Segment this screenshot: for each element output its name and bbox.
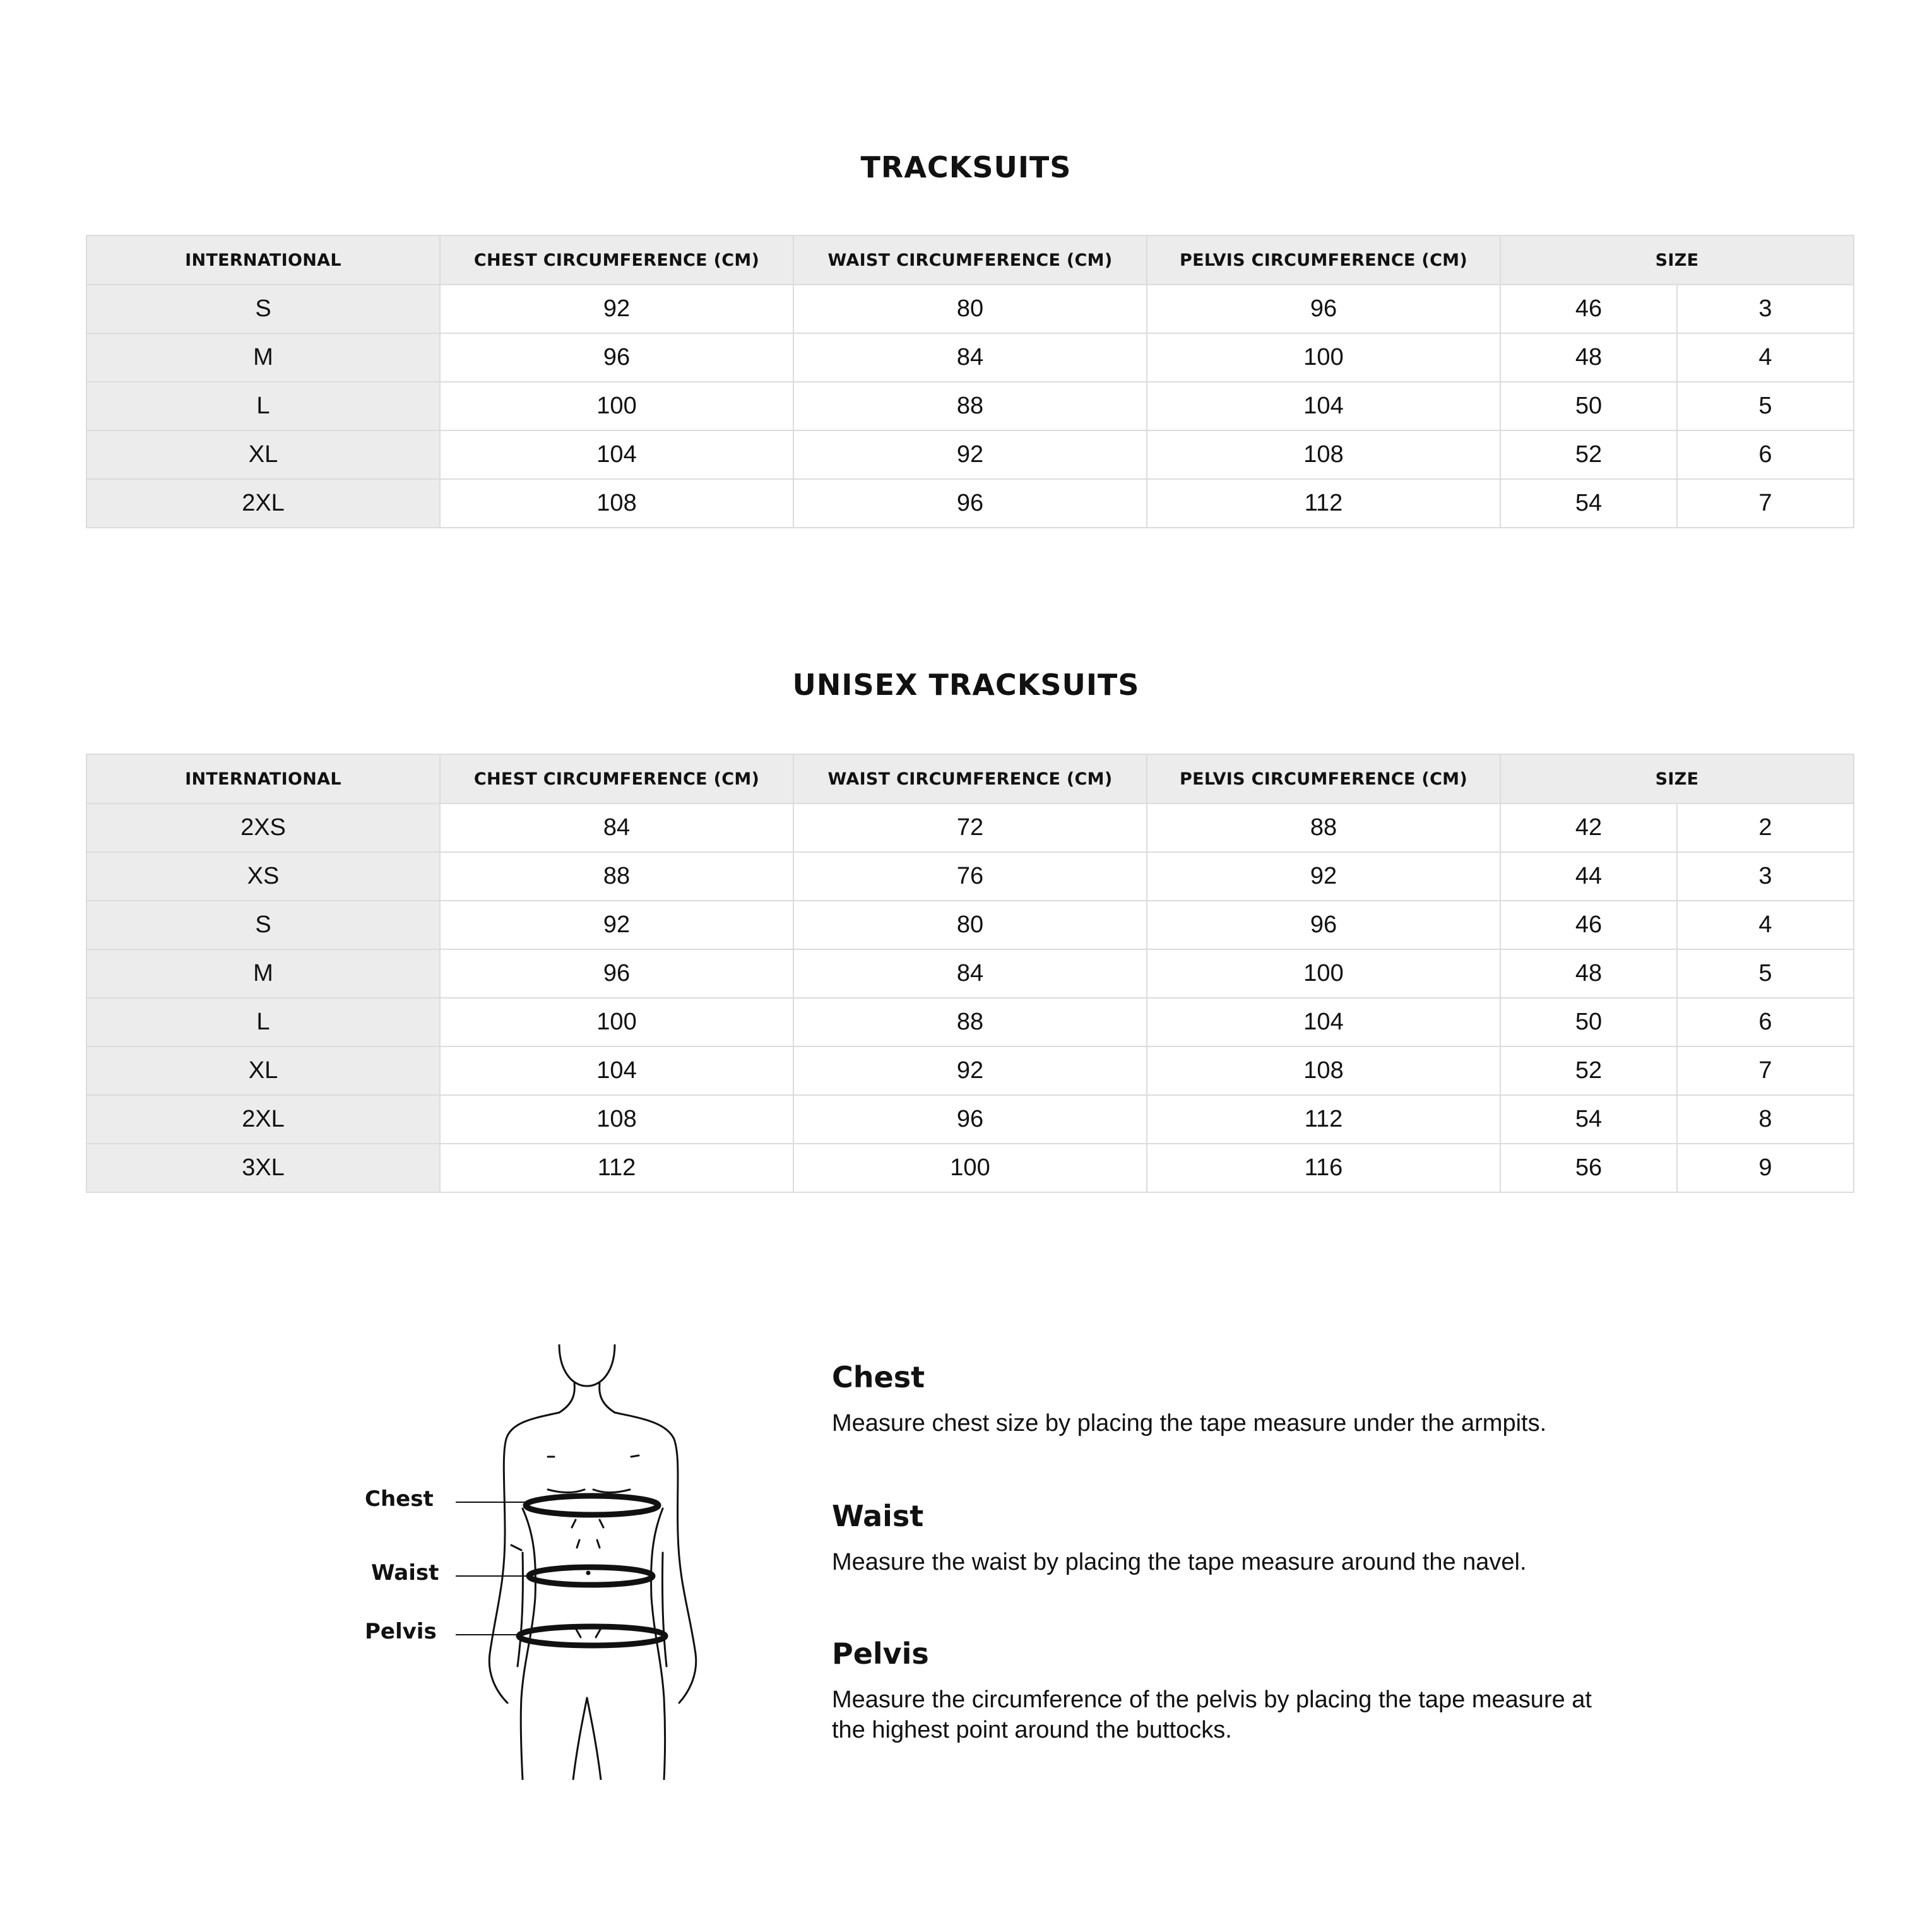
cell-size-eu: 54 <box>1500 479 1677 528</box>
cell-chest: 108 <box>440 1095 793 1144</box>
cell-international: S <box>86 285 440 333</box>
header-size: SIZE <box>1500 754 1854 803</box>
cell-size-eu: 52 <box>1500 430 1677 479</box>
cell-chest: 104 <box>440 430 793 479</box>
table-row <box>86 1046 1854 1095</box>
measurement-waist <box>832 1499 1716 1577</box>
measurement-title: Pelvis <box>832 1637 929 1671</box>
cell-size-num: 2 <box>1677 803 1854 852</box>
cell-chest: 100 <box>440 382 793 430</box>
header-chest: CHEST CIRCUMFERENCE (CM) <box>440 754 793 803</box>
measurement-chest <box>832 1360 1716 1438</box>
table-body <box>86 285 1854 528</box>
cell-waist: 96 <box>793 1095 1147 1144</box>
cell-size-num: 7 <box>1677 479 1854 528</box>
cell-waist: 92 <box>793 1046 1147 1095</box>
measurement-pelvis <box>832 1637 1602 1745</box>
cell-size-num: 6 <box>1677 998 1854 1046</box>
cell-pelvis: 112 <box>1147 479 1500 528</box>
cell-waist: 100 <box>793 1144 1147 1192</box>
cell-size-eu: 48 <box>1500 333 1677 382</box>
cell-pelvis: 88 <box>1147 803 1500 852</box>
table-row <box>86 803 1854 852</box>
header-international: INTERNATIONAL <box>86 754 440 803</box>
cell-waist: 84 <box>793 333 1147 382</box>
header-international: INTERNATIONAL <box>86 235 440 285</box>
header-chest: CHEST CIRCUMFERENCE (CM) <box>440 235 793 285</box>
cell-size-eu: 42 <box>1500 803 1677 852</box>
cell-waist: 84 <box>793 949 1147 998</box>
cell-waist: 80 <box>793 285 1147 333</box>
cell-pelvis: 104 <box>1147 382 1500 430</box>
cell-pelvis: 96 <box>1147 285 1500 333</box>
cell-size-num: 4 <box>1677 333 1854 382</box>
section-title-tracksuits: TRACKSUITS <box>860 150 1072 184</box>
header-waist: WAIST CIRCUMFERENCE (CM) <box>793 754 1147 803</box>
cell-international: S <box>86 901 440 949</box>
table-body <box>86 803 1854 1192</box>
cell-size-eu: 54 <box>1500 1095 1677 1144</box>
cell-size-num: 8 <box>1677 1095 1854 1144</box>
cell-chest: 96 <box>440 333 793 382</box>
cell-chest: 84 <box>440 803 793 852</box>
figure-label-waist: Waist <box>371 1560 439 1585</box>
cell-size-num: 9 <box>1677 1144 1854 1192</box>
cell-size-eu: 46 <box>1500 285 1677 333</box>
cell-chest: 92 <box>440 901 793 949</box>
measurement-text: Measure the circumference of the pelvis by placing the tape measure at the highest point around the buttocks. <box>832 1686 1592 1743</box>
table-row <box>86 285 1854 333</box>
cell-international: M <box>86 949 440 998</box>
cell-size-num: 6 <box>1677 430 1854 479</box>
cell-pelvis: 96 <box>1147 901 1500 949</box>
cell-size-eu: 46 <box>1500 901 1677 949</box>
size-table-unisex-tracksuits <box>86 754 1854 1193</box>
measurement-text: Measure chest size by placing the tape measure under the armpits. <box>832 1410 1547 1437</box>
cell-international: L <box>86 382 440 430</box>
header-waist: WAIST CIRCUMFERENCE (CM) <box>793 235 1147 285</box>
cell-size-num: 3 <box>1677 285 1854 333</box>
header-pelvis: PELVIS CIRCUMFERENCE (CM) <box>1147 235 1500 285</box>
table-row <box>86 949 1854 998</box>
table-row <box>86 479 1854 528</box>
cell-chest: 88 <box>440 852 793 901</box>
header-pelvis: PELVIS CIRCUMFERENCE (CM) <box>1147 754 1500 803</box>
cell-waist: 72 <box>793 803 1147 852</box>
cell-waist: 80 <box>793 901 1147 949</box>
cell-pelvis: 108 <box>1147 1046 1500 1095</box>
cell-size-eu: 48 <box>1500 949 1677 998</box>
body-outline-icon <box>442 1344 745 1780</box>
cell-waist: 88 <box>793 998 1147 1046</box>
cell-size-num: 5 <box>1677 949 1854 998</box>
cell-pelvis: 100 <box>1147 949 1500 998</box>
section-title-unisex-tracksuits: UNISEX TRACKSUITS <box>792 668 1140 702</box>
cell-international: L <box>86 998 440 1046</box>
cell-international: 2XL <box>86 479 440 528</box>
figure-label-pelvis: Pelvis <box>365 1619 437 1644</box>
cell-international: XS <box>86 852 440 901</box>
cell-waist: 76 <box>793 852 1147 901</box>
cell-size-eu: 50 <box>1500 998 1677 1046</box>
cell-waist: 88 <box>793 382 1147 430</box>
cell-international: 3XL <box>86 1144 440 1192</box>
measurement-text: Measure the waist by placing the tape measure around the navel. <box>832 1549 1527 1575</box>
cell-waist: 96 <box>793 479 1147 528</box>
cell-chest: 108 <box>440 479 793 528</box>
cell-chest: 112 <box>440 1144 793 1192</box>
cell-international: M <box>86 333 440 382</box>
table-row <box>86 430 1854 479</box>
cell-chest: 100 <box>440 998 793 1046</box>
cell-pelvis: 104 <box>1147 998 1500 1046</box>
cell-size-num: 7 <box>1677 1046 1854 1095</box>
measurement-title: Waist <box>832 1499 924 1533</box>
cell-waist: 92 <box>793 430 1147 479</box>
cell-size-num: 5 <box>1677 382 1854 430</box>
table-row <box>86 333 1854 382</box>
size-table-tracksuits <box>86 235 1854 528</box>
table-row <box>86 382 1854 430</box>
table-row <box>86 998 1854 1046</box>
table-row <box>86 1095 1854 1144</box>
cell-size-eu: 44 <box>1500 852 1677 901</box>
cell-international: XL <box>86 1046 440 1095</box>
table-row <box>86 901 1854 949</box>
cell-pelvis: 112 <box>1147 1095 1500 1144</box>
cell-size-eu: 52 <box>1500 1046 1677 1095</box>
cell-size-num: 3 <box>1677 852 1854 901</box>
table-row <box>86 1144 1854 1192</box>
cell-pelvis: 100 <box>1147 333 1500 382</box>
cell-size-eu: 50 <box>1500 382 1677 430</box>
figure-label-chest: Chest <box>365 1486 434 1512</box>
cell-chest: 96 <box>440 949 793 998</box>
cell-size-num: 4 <box>1677 901 1854 949</box>
header-size: SIZE <box>1500 235 1854 285</box>
cell-international: 2XL <box>86 1095 440 1144</box>
cell-international: 2XS <box>86 803 440 852</box>
table-row <box>86 852 1854 901</box>
cell-size-eu: 56 <box>1500 1144 1677 1192</box>
cell-chest: 104 <box>440 1046 793 1095</box>
cell-pelvis: 108 <box>1147 430 1500 479</box>
measurement-title: Chest <box>832 1360 925 1394</box>
cell-chest: 92 <box>440 285 793 333</box>
cell-pelvis: 116 <box>1147 1144 1500 1192</box>
table-header-row <box>86 235 1854 285</box>
table-header-row <box>86 754 1854 803</box>
cell-pelvis: 92 <box>1147 852 1500 901</box>
cell-international: XL <box>86 430 440 479</box>
